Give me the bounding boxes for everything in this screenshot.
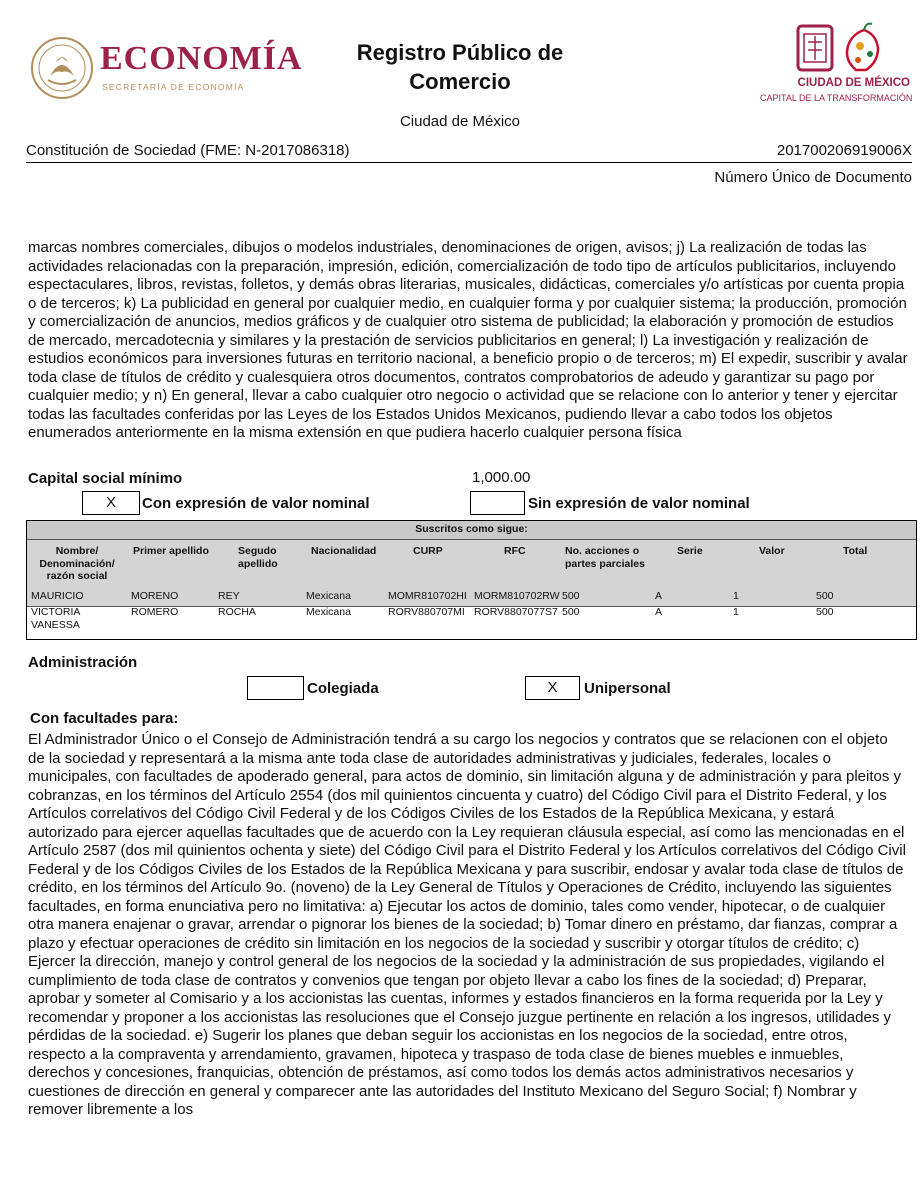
economia-logo-subtitle: SECRETARÍA DE ECONOMÍA [102,82,245,92]
table-cell-value: 1 [733,590,739,602]
cdmx-logo [760,20,913,112]
economia-logo [30,36,320,104]
table-banner: Suscritos como sigue: [27,521,916,540]
document-number: 201700206919006X [776,142,912,159]
table-cell-shares: 500 [562,590,580,602]
table-cell-second-surname: REY [218,590,240,602]
unipersonal-checkbox: X [525,676,580,700]
shareholders-table [26,520,917,640]
cdmx-logo-text: CIUDAD DE MÉXICO [797,77,910,89]
powers-paragraph: El Administrador Único o el Consejo de Administración tendrá a su cargo los negocios y contratos que se relacionen con el objeto de la sociedad y representará a la misma ante toda clase de autoridades administrativas y judiciales, federales, locales o municipales, con facultades de apoderado general, para actos de dominio, sin limitación alguna y de administración y para pleitos y cobranzas, en los términos del Artículo 2554 (dos mil quinientos cincuenta y cuatro) del Código Civil para el Distrito Federal, y los Artículos correlativos del Código Civil Federal y de los Códigos Civiles de los Estados de la República Mexicana, y estará autorizado para ejercer aquellas facultades que de acuerdo con la Ley requieran cláusula especial, así como las mencionadas en el Artículo 2587 (dos mil quinientos ochenta y siete) del Código Civil para el Distrito Federal y los Artículos correlativos del Código Civil Federal y de los Códigos Civiles de los Estados de la República Mexicana y para suscribir, endosar y avalar toda clase de títulos de crédito, en los términos del Artículo 9o. (noveno) de la Ley General de Títulos y Operaciones de Crédito, incluyendo las siguientes facultades, en forma enunciativa pero no limitativa: a) Ejecutar los actos de dominio, tales como vender, hipotecar, o de cualquier otra manera enajenar o gravar, arrendar o pignorar los bienes de la sociedad; b) Tomar dinero en préstamo, dar fianzas, comprar a plazo y efectuar operaciones de crédito sin limitación en los negocios de la sociedad y suscribir y otorgar títulos de crédito; c) Ejercer la dirección, manejo y control general de los negocios de la sociedad y la administración de sus propiedades, vigilando el cumplimiento de toda clase de contratos y convenios que tengan por objeto llevar a cabo los fines de la sociedad; d) Preparar, aprobar y someter al Comisario y a los accionistas las cuentas, informes y estados financieros en la forma requerida por la Ley y recomendar y proponer a los accionistas las resoluciones que el Consejo juzgue pertinente en relación a los ingresos, utilidades y pérdidas de la sociedad. e) Sugerir los planes que deban seguir los accionistas en los negocios de la sociedad, entre otros, respecto a la compraventa y arrendamiento, gravamen, hipoteca y traspaso de toda clase de bienes muebles e inmuebles, derechos y concesiones, franquicias, obtención de préstamos, así como todos los demás actos administrativos necesarios y cuestiones de dirección en general y comparecer ante las autoridades del Instituto Mexicano del Seguro Social; f) Nombrar y remover libremente a los [28,731,906,1118]
colegiada-checkbox [247,676,304,700]
city-label: Ciudad de México [399,113,521,130]
title-line-2: Comercio [409,69,511,94]
document-title [300,38,620,96]
table-cell-total: 500 [816,590,834,602]
table-cell-total: 500 [816,606,834,618]
table-cell-rfc: MORM810702RW [474,590,560,602]
table-cell-series: A [655,590,663,602]
header-shares: No. acciones o partes parciales [565,545,645,570]
table-cell-first-surname: MORENO [131,590,179,602]
header-total: Total [843,545,868,557]
nominal-value-label: Con expresión de valor nominal [142,495,370,512]
table-cell-second-surname: ROCHA [218,606,256,618]
capital-value: 1,000.00 [472,469,531,486]
no-nominal-value-label: Sin expresión de valor nominal [528,495,750,512]
table-cell-name: MAURICIO [31,590,84,602]
procedure-reference: Constitución de Sociedad (FME: N-2017086318) [26,142,350,159]
powers-label: Con facultades para: [30,710,179,727]
nominal-value-checkbox: X [82,491,140,515]
table-cell-curp: RORV880707MI [388,606,465,618]
header-name: Nombre/ Denominación/ razón social [39,545,115,582]
table-cell-curp: MOMR810702HI [388,590,467,602]
table-cell-name: VICTORIA VANESSA [31,606,80,631]
mexico-seal-icon [30,36,94,100]
table-cell-nationality: Mexicana [306,590,351,602]
header-nationality: Nacionalidad [311,545,377,557]
header-second-surname: Segudo apellido [238,545,278,570]
administration-label: Administración [28,654,138,671]
no-nominal-value-checkbox [470,491,525,515]
table-cell-series: A [655,606,663,618]
capital-label: Capital social mínimo [28,470,183,487]
company-purpose-paragraph: marcas nombres comerciales, dibujos o modelos industriales, denominaciones de origen, avisos; j) La realización de todas las actividades relacionadas con la preparación, impresión, edición, comercialización de todo tipo de artículos publicitarios, incluyendo espectaculares, libros, revistas, folletos, y demás obras literarias, musicales, didácticas, comerciales y/o artísticas por cuenta propia o de terceros; k) La publicidad en general por cualquier medio, en cualquier forma y por cualquier sistema; la producción, promoción y comercialización de anuncios, medios gráficos y de cualquier otro sistema de publicidad; la elaboración y promoción de estudios de mercado, mercadotecnia y similares y la prestación de servicios publicitarios en general; l) La investigación y realización de estudios económicos para inversiones futuras en territorio nacional, a beneficio propio o de terceros; m) El expedir, suscribir y avalar toda clase de títulos de crédito y cualesquiera otros documentos, contratos comprobatorios de adeudo y garantizar su pago por cualquier medio; y n) En general, llevar a cabo cualquier otro negocio o actividad que se relacione con lo anterior y tener y ejercitar todas las facultades conferidas por las Leyes de los Estados Unidos Mexicanos, pudiendo llevar a cabo todos los objetos enumerados anteriormente en la misma extensión en que pudiera hacerlo cualquier persona física [28,239,908,441]
table-cell-first-surname: ROMERO [131,606,179,618]
table-cell-rfc: RORV8807077S7 [474,606,558,618]
header-curp: CURP [413,545,443,557]
reference-row [26,142,912,163]
unipersonal-label: Unipersonal [584,680,671,697]
colegiada-label: Colegiada [307,680,379,697]
header-rfc: RFC [504,545,526,557]
document-number-label: Número Único de Documento [714,169,912,186]
header-value: Valor [759,545,785,557]
cdmx-emblem-icon [760,20,910,76]
header-first-surname: Primer apellido [133,545,209,557]
economia-logo-text: ECONOMÍA [100,40,303,77]
title-line-1: Registro Público de [356,40,564,65]
table-cell-shares: 500 [562,606,580,618]
table-cell-value: 1 [733,606,739,618]
header-series: Serie [677,545,703,557]
cdmx-logo-subtitle: CAPITAL DE LA TRANSFORMACIÓN [760,93,913,103]
table-cell-nationality: Mexicana [306,606,351,618]
